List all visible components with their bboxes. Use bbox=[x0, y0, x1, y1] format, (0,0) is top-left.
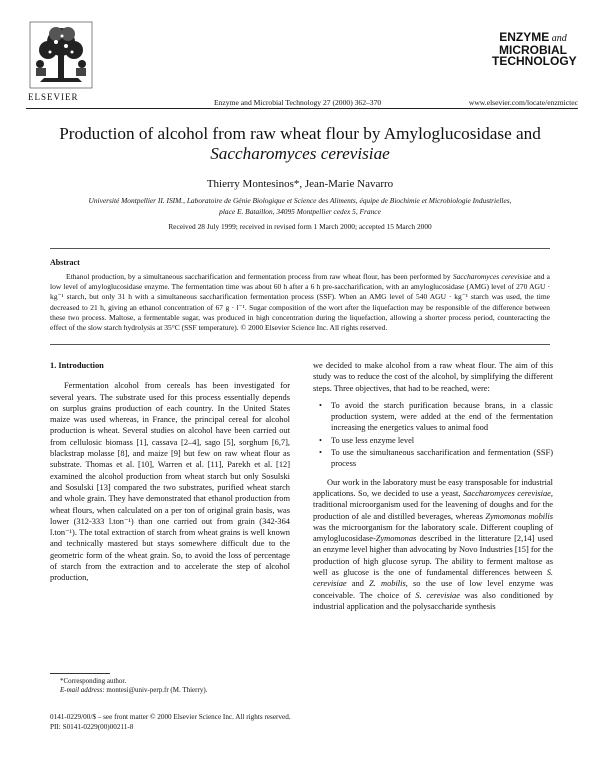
article-title-line1: Production of alcohol from raw wheat flour by Amyloglucosidase and bbox=[59, 124, 541, 143]
footnote-divider bbox=[50, 673, 110, 674]
bullet-icon: • bbox=[319, 448, 322, 458]
right-column bbox=[313, 360, 553, 612]
journal-logo-and: and bbox=[549, 33, 567, 44]
abstract-bottom-divider bbox=[50, 344, 550, 345]
objectives-list bbox=[313, 400, 553, 470]
intro-paragraph-2: we decided to make alcohol from a raw wheat flour. The aim of this study was to reduce the cost of the alcohol, by simplifying the different steps. Three objectives, that had to be reached, were: bbox=[313, 361, 553, 393]
abstract-heading: Abstract bbox=[50, 258, 80, 267]
email-label: E-mail address: bbox=[60, 686, 105, 694]
left-column bbox=[50, 360, 290, 584]
email-note bbox=[50, 686, 290, 695]
journal-logo-line3: TECHNOLOGY bbox=[492, 54, 577, 68]
issn-line: 0141-0229/00/$ – see front matter © 2000 Elsevier Science Inc. All rights reserved. bbox=[50, 713, 291, 721]
email-address-link[interactable]: montesi@univ-perp.fr (M. Thierry). bbox=[106, 686, 208, 694]
journal-logo-line1: ENZYME and bbox=[499, 30, 567, 44]
journal-citation: Enzyme and Microbial Technology 27 (2000) 362–370 bbox=[214, 98, 382, 107]
affiliation-line1: Université Montpellier II. ISIM., Laboratoire de Génie Biologique et Science des Aliments, équipe de Biochimie et Microbiologie Industrielles, bbox=[88, 196, 512, 205]
journal-logo-line2: MICROBIAL bbox=[499, 43, 567, 57]
article-title-line2: Saccharomyces cerevisiae bbox=[210, 144, 390, 163]
journal-logo bbox=[492, 30, 577, 68]
abstract-part2: and a low level of amyloglucosidase enzyme. The fermentation time was about 60 h after a 6 h pre-saccharification, with an amyloglucosidase (AMG) level of 270 AGU · kg⁻¹ starch, but only 31 h with a simultaneous saccharification fermentation process (SSF). When an AMG level of 540 AGU · kg⁻¹ starch was used, the time decreased to 21 h, giving an ethanol concentration of 67 g · l⁻¹. Sugar composition of the wort after the liquefaction may be responsible of the difference between these two process. Maltose, a fermentable sugar, was produced in high concentration during the liquefaction, allowing a shorter process period, counteracting the effect of the slow starch hydrolysis at 35°C (SSF temperature). © 2000 Elsevier Science Inc. All rights reserved. bbox=[50, 272, 550, 333]
received-dates: Received 28 July 1999; received in revised form 1 March 2000; accepted 15 March 2000 bbox=[168, 222, 432, 231]
list-item: • To use the simultaneous saccharification and fermentation (SSF) process bbox=[319, 448, 553, 469]
bullet-icon: • bbox=[319, 435, 322, 445]
abstract-species: Saccharomyces cerevisiae bbox=[452, 272, 532, 281]
pii-line: PII: S0141-0229(00)00211-8 bbox=[50, 722, 134, 731]
article-title bbox=[40, 124, 560, 164]
corresponding-author-note: *Corresponding author. bbox=[60, 677, 127, 685]
journal-url-link[interactable]: www.elsevier.com/locate/enzmictec bbox=[468, 98, 578, 107]
intro-paragraph-1: Fermentation alcohol from cereals has been investigated for several years. The substrate used for this process essentially depends on surplus grains production of each country. In the United States maize was used whereas, in France, the principal cereal for alcohol production is wheat. Several studies on alcohol have been carried out from cellulosic biomass [1], cassava [2–4], sago [5], sorghum [6,7], blackstrap molasse [8], and maize [9] but few on raw wheat flour as substrate. Thomas et al. [10], Warren et al. [11], Parekh et al. [12] examined the alcohol production from wheat starch but only Sosulski and Sosulski [13] compared the two substrates, purified wheat starch and whole grain. They have demonstrated that ethanol production from wheat flours, when calculated on a per ton of original grain basis, was lower (312-333 l.ton⁻¹) than one carried out from grain (342-364 l.ton⁻¹). The total extraction of starch from wheat grains is well known and technically mastered but stays somewhere difficult due to the geometric form of the wheat grain. So, to avoid the loss of percentage of starch from the extraction and to accelerate the step of alcohol production, bbox=[50, 381, 290, 583]
affiliation-line2: place E. Bataillon, 34095 Montpellier cedex 5, France bbox=[219, 206, 381, 216]
issn-block bbox=[50, 713, 550, 732]
author-affiliation bbox=[40, 196, 560, 217]
intro-paragraph-3: Our work in the laboratory must be easy transposable for industrial applications. So, we decided to use a yeast, Saccharomyces cerevisiae, traditional microorganism used for the leavening of doughs and for the production of ale and distilled beverages, whereas Zymomonas mobilis was the microorganism for the laboratory scale. Different coupling of amyloglucosidase-Zymomonas described in the litterature [2,14] used an enzyme level higher than advocating by Novo Industries [15] for the production of high glucose syrup. The ability to ferment maltose as well as glucose is the one of fundamental differences between S. cerevisiae and Z. mobilis, so the use of low level enzyme was conceivable. The choice of S. cerevisiae was also conditioned by industrial application and the polysaccharide synthesis bbox=[313, 477, 554, 611]
bullet-icon: • bbox=[319, 400, 322, 410]
abstract-text bbox=[50, 272, 550, 333]
section-heading-introduction: 1. Introduction bbox=[50, 361, 104, 370]
abstract-part1: Ethanol production, by a simultaneous saccharification and fermentation process from raw wheat flour, has been performed by bbox=[66, 272, 451, 281]
article-authors: Thierry Montesinos*, Jean-Marie Navarro bbox=[206, 178, 394, 190]
abstract-top-divider bbox=[50, 248, 550, 249]
header-divider bbox=[26, 108, 578, 109]
footnote bbox=[50, 677, 290, 695]
list-item: • To use less enzyme level bbox=[319, 435, 415, 445]
page-header bbox=[26, 20, 578, 115]
publisher-name: ELSEVIER bbox=[28, 92, 79, 102]
list-item: • To avoid the starch purification because brans, in a classic production system, were added at the end of the fermentation increasing the energetics values to animal food bbox=[319, 400, 553, 433]
